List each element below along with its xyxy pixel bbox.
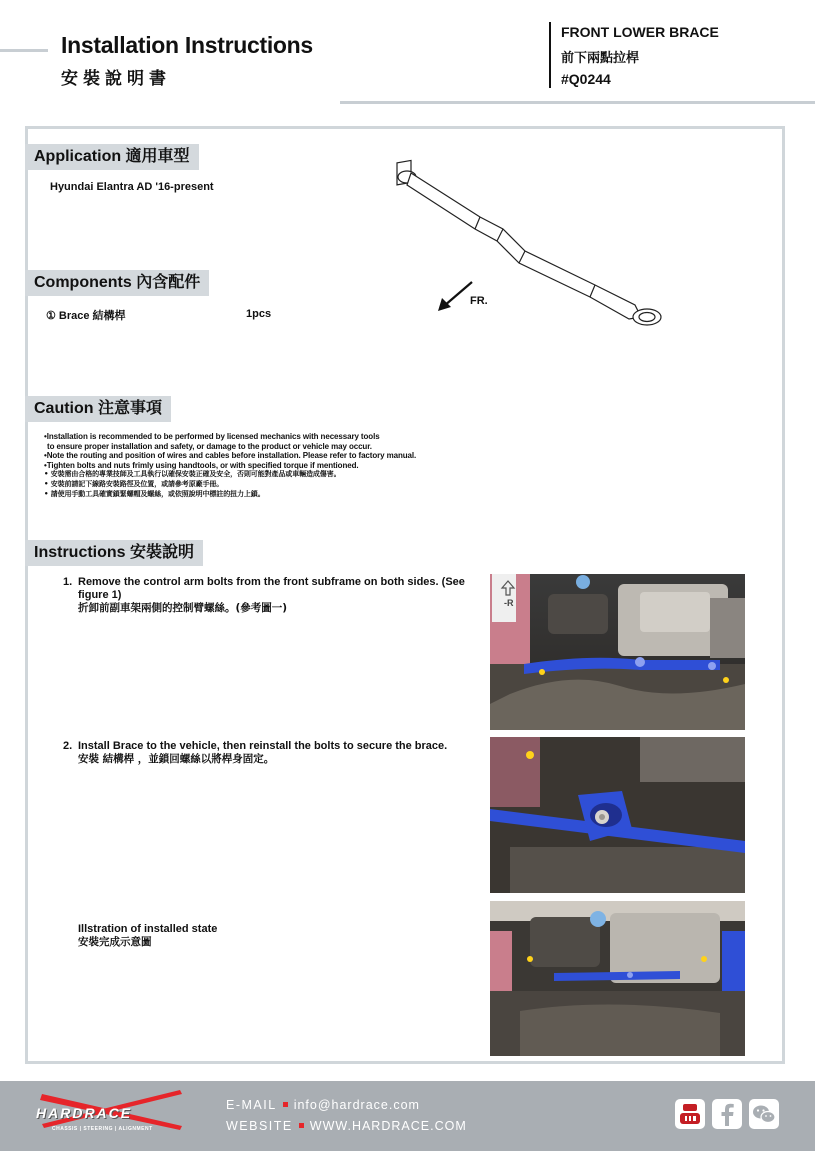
part-number: #Q0244	[561, 71, 611, 87]
caution-line: to ensure proper installation and safety, or damage to the product or vehicle may occur.	[47, 441, 372, 451]
component-item-qty: 1pcs	[246, 308, 272, 320]
illustration-text	[78, 923, 217, 949]
illustration-title: Illstration of installed state	[78, 923, 218, 935]
step-1-line: Remove the control arm bolts from the front subframe on both sides. (See	[78, 576, 465, 588]
header-rule-left	[0, 49, 48, 52]
direction-label: FR.	[470, 295, 488, 307]
product-name: FRONT LOWER BRACE	[561, 24, 719, 40]
brace-diagram	[385, 155, 675, 335]
step-1-line: figure 1)	[78, 589, 122, 601]
bullet-icon	[299, 1123, 304, 1128]
page-subtitle: 安裝說明書	[61, 69, 171, 89]
header-divider	[549, 22, 551, 88]
installed-state-photo	[490, 901, 745, 1056]
brand-name: HARDRACE	[36, 1105, 133, 1121]
caution-list	[44, 432, 416, 499]
footer-email-row	[226, 1098, 420, 1112]
step-2-zh: 安裝 結構桿 ，並鎖回螺絲以將桿身固定。	[78, 753, 275, 765]
youtube-icon[interactable]	[675, 1099, 705, 1129]
up-arrow-icon	[500, 580, 516, 596]
figure-1-photo	[490, 574, 745, 730]
caution-line: •Installation is recommended to be performed by licensed mechanics with necessary tools	[44, 432, 380, 441]
application-vehicle: Hyundai Elantra AD '16-present	[50, 181, 214, 193]
header-rule-right	[340, 101, 815, 104]
application-heading: Application 適用車型	[25, 144, 199, 170]
caution-line: •Tighten bolts and nuts frimly using handtools, or with specified torque if mentioned.	[44, 460, 359, 470]
product-name-zh: 前下兩點拉桿	[561, 51, 640, 66]
photo-orientation-label: -R	[504, 598, 514, 608]
caution-line: • 安裝前請記下線路安裝路徑及位置，或請參考原廠手冊。	[44, 479, 224, 488]
footer-website-row	[226, 1119, 467, 1133]
illustration-title-zh: 安裝完成示意圖	[78, 936, 152, 948]
email-link[interactable]: info@hardrace.com	[293, 1098, 420, 1112]
step-1-text	[78, 576, 483, 615]
caution-heading: Caution 注意事項	[25, 396, 171, 422]
figure-2-photo	[490, 737, 745, 893]
component-item-name: ① Brace 結構桿	[46, 310, 126, 322]
brand-tagline: CHASSIS | STEERING | ALIGNMENT	[52, 1126, 153, 1132]
bullet-icon	[283, 1102, 288, 1107]
components-heading: Components 內含配件	[25, 270, 209, 296]
wechat-icon[interactable]	[749, 1099, 779, 1129]
step-2-text	[78, 740, 483, 766]
page-title: Installation Instructions	[61, 32, 313, 58]
website-link[interactable]: WWW.HARDRACE.COM	[309, 1119, 467, 1133]
step-1-zh: 折卸前副車架兩側的控制臂螺絲。(參考圖一)	[78, 602, 288, 614]
email-label: E-MAIL	[226, 1098, 277, 1112]
brand-logo	[32, 1088, 192, 1140]
instructions-heading: Instructions 安裝說明	[25, 540, 203, 566]
caution-line: •Note the routing and position of wires and cables before installation. Please refer to factory manual.	[44, 451, 417, 461]
step-number: 1.	[63, 576, 73, 588]
caution-line: • 安裝需由合格的專業技師及工具執行以確保安裝正確及安全，否則可能對產品或車輛造成傷害。	[44, 470, 341, 479]
website-label: WEBSITE	[226, 1119, 293, 1133]
caution-line: • 請使用手動工具確實鎖緊螺帽及螺絲，或依照說明中標註的扭力上鎖。	[44, 489, 265, 498]
step-2-line: Install Brace to the vehicle, then reinstall the bolts to secure the brace.	[78, 740, 448, 752]
facebook-icon[interactable]	[712, 1099, 742, 1129]
step-number: 2.	[63, 740, 73, 752]
